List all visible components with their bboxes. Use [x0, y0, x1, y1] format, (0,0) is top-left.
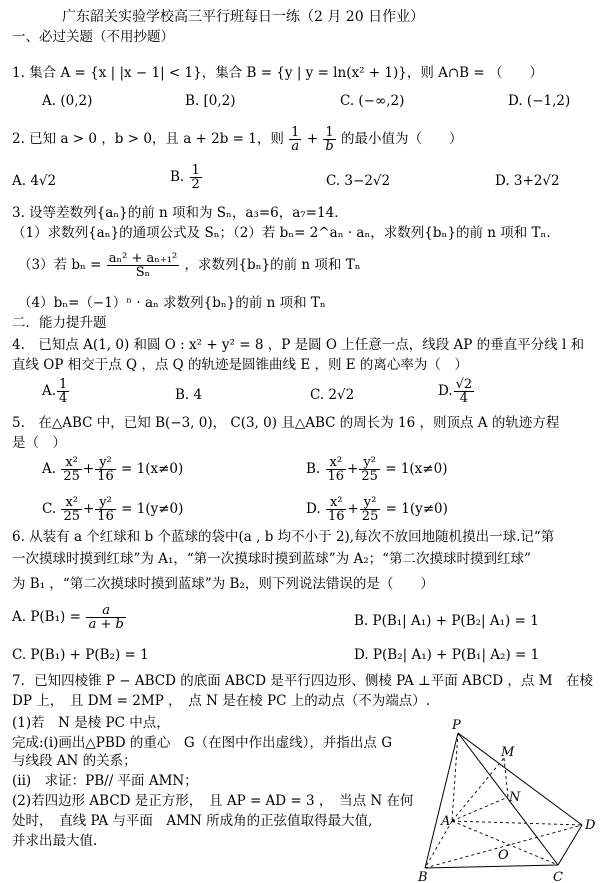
q4-option-b: B. 4	[175, 387, 203, 403]
label-p: P	[452, 718, 461, 733]
q4-line-2: 直线 OP 相交于点 Q ，点 Q 的轨迹是圆锥曲线 E ，则 E 的离心率为（ ）	[12, 357, 468, 373]
q5-option-a: A. $\frac{\text{x²}}{25}$ + $\frac{\text{y²}}{16}$ = 1(x≠0)	[42, 455, 184, 484]
q1-stem: 1. 集合 A = {x | |x − 1| < 1}，集合 B = {y | y = ln(x² + 1)}，则 A∩B = （ ）	[12, 65, 543, 81]
label-d: D	[585, 818, 596, 833]
q2-stem	[12, 126, 462, 153]
q2-stem-pre: 2. 已知 a > 0 ，b > 0，且 a + 2b = 1，则	[12, 131, 284, 147]
label-m: M	[501, 745, 515, 760]
q2-fraction-1b: $\frac{1}{b}$	[325, 125, 334, 154]
q4-option-d: D. $\frac{√2}{4}$	[438, 377, 473, 406]
q2-fraction-1a: $\frac{1}{a}$	[291, 125, 300, 154]
q7-line-4: 完成:(i)画出△PBD 的重心 G（在图中作出虚线），并指出点 G	[12, 735, 393, 751]
segment-mn	[504, 758, 508, 797]
q3-parts-1-2: （1）求数列{aₙ}的通项公式及 Sₙ；（2）若 bₙ= 2^aₙ · aₙ，求数列{bₙ}的前 n 项和 Tₙ．	[12, 225, 560, 241]
q7-line-1: 7．已知四棱锥 P − ABCD 的底面 ABCD 是平行四边形、侧棱 PA ⊥平面 ABCD ，点 M 在棱	[12, 673, 594, 689]
edge-pd	[458, 733, 582, 825]
q6-line-1: 6. 从装有 a 个红球和 b 个蓝球的袋中(a , b 均不小于 2),每次不放回地随机摸出一球.记“第	[12, 529, 555, 545]
section-one-heading: 一、必过关题（不用抄题）	[12, 29, 174, 45]
label-a: A	[441, 814, 451, 829]
q2-option-c: C. 3−2√2	[326, 173, 391, 189]
q6-option-c: C. P(B₁) + P(B₂) = 1	[12, 647, 149, 663]
q2-option-d: D. 3+2√2	[495, 173, 560, 189]
q6-line-3: 为 B₁ ，“第二次摸球时摸到蓝球”为 B₂，则下列说法错误的是（ ）	[12, 576, 434, 592]
q6-option-d: D. P(B₂| A₁) + P(B₁| A₂) = 1	[354, 647, 540, 663]
edge-bc	[425, 865, 558, 868]
q5-line-1: 5. 在△ABC 中，已知 B(−3, 0)， C(3, 0) 且△ABC 的周长为 16 ，则顶点 A 的轨迹方程	[12, 415, 560, 431]
q2-option-b: B. $\frac{1}{2}$	[170, 163, 200, 192]
q7-line-6: (ii) 求证：PB// 平面 AMN；	[12, 773, 198, 789]
segment-an	[452, 797, 508, 821]
q7-line-9: 并求出最大值.	[12, 833, 98, 849]
q7-line-2: DP 上， 且 DM = 2MP ， 点 N 是在棱 PC 上的动点（不为端点）.	[12, 693, 430, 709]
edge-ad	[452, 821, 582, 825]
q6-option-a: A. P(B₁) = $\frac{a}{a + b}$	[12, 604, 127, 631]
label-b: B	[418, 870, 428, 883]
pyramid-figure	[410, 713, 615, 883]
q1-option-d: D. (−1,2)	[508, 93, 571, 109]
q5-option-d: D. $\frac{\text{x²}}{16}$ + $\frac{\text{y²}}{25}$ = 1(y≠0)	[306, 495, 448, 524]
q2-plus: +	[306, 131, 319, 147]
q5-option-c: C. $\frac{\text{x²}}{25}$ + $\frac{\text{y²}}{16}$ = 1(y≠0)	[42, 495, 184, 524]
label-n: N	[509, 790, 521, 805]
q7-line-3: (1)若 N 是棱 PC 中点，	[12, 715, 170, 731]
section-two-heading: 二．能力提升题	[12, 315, 107, 331]
segment-am	[452, 758, 504, 821]
edge-cd	[558, 825, 582, 865]
q4-option-c: C. 2√2	[310, 387, 355, 403]
q6-option-b: B. P(B₁| A₁) + P(B₂| A₁) = 1	[354, 613, 539, 629]
q3-part-4: （4）bₙ=（−1）ⁿ · aₙ 求数列{bₙ}的前 n 项和 Tₙ	[18, 295, 326, 311]
q2-stem-post: 的最小值为（ ）	[340, 131, 463, 147]
q3-stem: 3. 设等差数列{aₙ}的前 n 项和为 Sₙ，a₃=6，a₇=14．	[12, 205, 348, 221]
q7-line-8: 处时， 直线 PA 与平面 AMN 所成角的正弦值取得最大值,	[12, 813, 373, 829]
q1-option-a: A. (0,2)	[42, 93, 93, 109]
q5-line-2: 是（ ）	[12, 435, 66, 451]
label-c: C	[553, 870, 563, 883]
q5-option-b: B. $\frac{\text{x²}}{16}$ + $\frac{\text{y²}}{25}$ = 1(x≠0)	[306, 455, 448, 484]
q3-part3-fraction: $\frac{\text{aₙ² + aₙ₊₁²}}{\text{Sₙ}}$	[108, 251, 178, 280]
q6-line-2: 一次摸球时摸到红球”为 A₁，“第一次摸球时摸到蓝球”为 A₂；“第二次摸球时摸到红球”	[12, 551, 531, 567]
q3-part-3: （3）若 bₙ = $\frac{\text{aₙ² + aₙ₊₁²}}{\text{Sₙ}}$ ，求数列{bₙ}的前 n 项和 Tₙ	[18, 251, 361, 280]
q2-option-a: A. 4√2	[12, 173, 57, 189]
page-title: 广东韶关实验学校高三平行班每日一练（2 月 20 日作业）	[62, 9, 425, 25]
label-o: O	[498, 848, 509, 863]
q7-line-7: (2)若四边形 ABCD 是正方形， 且 AP = AD = 3 ， 当点 N 在何	[12, 793, 414, 809]
q1-option-c: C. (−∞,2)	[340, 93, 405, 109]
q4-option-a: A. $\frac{1}{4}$	[42, 377, 68, 406]
q4-line-1: 4. 已知点 A(1, 0) 和圆 O : x² + y² = 8 ，P 是圆 O 上任意一点，线段 AP 的垂直平分线 l 和	[12, 337, 585, 353]
q7-line-5: 与线段 AN 的关系；	[12, 753, 137, 769]
q1-option-b: B. [0,2)	[185, 93, 236, 109]
